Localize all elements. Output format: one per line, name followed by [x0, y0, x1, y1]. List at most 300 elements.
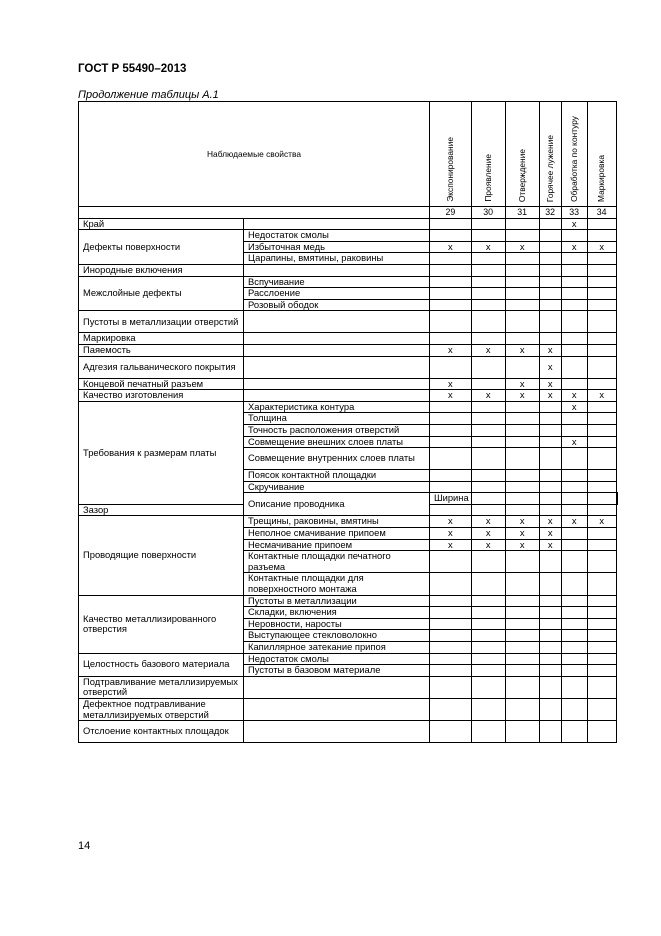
- mark-cell: x: [430, 378, 472, 390]
- property-group: Отслоение контактных площадок: [79, 721, 244, 743]
- mark-cell: [561, 230, 587, 242]
- property-group: Концевой печатный разъем: [79, 378, 244, 390]
- mark-cell: [561, 424, 587, 436]
- mark-cell: [561, 264, 587, 276]
- mark-cell: x: [587, 390, 616, 402]
- mark-cell: [471, 311, 505, 333]
- property-subitem: [244, 378, 430, 390]
- mark-cell: [539, 698, 561, 720]
- mark-cell: [587, 448, 616, 470]
- mark-cell: [471, 618, 505, 630]
- mark-cell: [587, 676, 616, 698]
- mark-cell: [561, 528, 587, 540]
- property-subitem: [244, 721, 430, 743]
- mark-cell: [471, 424, 505, 436]
- property-subitem: Поясок контактной площадки: [244, 470, 430, 482]
- mark-cell: [505, 470, 539, 482]
- mark-cell: [505, 642, 539, 654]
- column-header: [587, 102, 616, 207]
- mark-cell: x: [561, 401, 587, 413]
- mark-cell: [539, 721, 561, 743]
- property-subitem: Несмачивание припоем: [244, 539, 430, 551]
- mark-cell: [539, 448, 561, 470]
- mark-cell: [471, 218, 505, 230]
- property-subitem: Вспучивание: [244, 276, 430, 288]
- mark-cell: [471, 264, 505, 276]
- mark-cell: [539, 276, 561, 288]
- column-header: [561, 102, 587, 207]
- mark-cell: [430, 665, 472, 677]
- column-number-row: [79, 207, 618, 219]
- mark-cell: x: [430, 241, 472, 253]
- property-subitem: Совмещение внешних слоев платы: [244, 436, 430, 448]
- table-row: [79, 516, 618, 528]
- mark-cell: [430, 424, 472, 436]
- mark-cell: [505, 311, 539, 333]
- mark-cell: [587, 618, 616, 630]
- property-group: Край: [79, 218, 244, 230]
- mark-cell: [471, 299, 505, 311]
- mark-cell: [561, 448, 587, 470]
- mark-cell: [539, 253, 561, 265]
- mark-cell: [539, 333, 561, 345]
- mark-cell: x: [471, 539, 505, 551]
- mark-cell: [587, 493, 616, 505]
- property-subitem: Контактные площадки для поверхностного монтажа: [244, 573, 430, 595]
- mark-cell: [430, 607, 472, 619]
- mark-cell: [561, 676, 587, 698]
- mark-cell: [471, 448, 505, 470]
- document-title: ГОСТ Р 55490–2013: [78, 63, 187, 75]
- table-row: [79, 653, 618, 665]
- property-subitem: Пустоты в металлизации: [244, 595, 430, 607]
- column-name: Отверждение: [516, 148, 527, 202]
- mark-cell: x: [505, 378, 539, 390]
- property-subitem: Скручивание: [244, 481, 430, 493]
- mark-cell: [430, 276, 472, 288]
- mark-cell: [561, 595, 587, 607]
- property-subitem: Совмещение внутренних слоев платы: [244, 448, 430, 470]
- property-group: Межслойные дефекты: [79, 276, 244, 311]
- property-subitem: [244, 264, 430, 276]
- column-number: 34: [587, 207, 616, 219]
- mark-cell: [587, 401, 616, 413]
- mark-cell: [561, 470, 587, 482]
- mark-cell: [471, 436, 505, 448]
- mark-cell: [430, 448, 472, 470]
- mark-cell: [587, 539, 616, 551]
- mark-cell: [471, 595, 505, 607]
- mark-cell: [587, 481, 616, 493]
- mark-cell: [430, 299, 472, 311]
- mark-cell: [587, 665, 616, 677]
- mark-cell: [430, 595, 472, 607]
- mark-cell: [587, 230, 616, 242]
- mark-cell: [505, 230, 539, 242]
- property-subitem: [244, 333, 430, 345]
- mark-cell: [561, 721, 587, 743]
- mark-cell: [471, 276, 505, 288]
- mark-cell: x: [430, 516, 472, 528]
- mark-cell: [471, 665, 505, 677]
- mark-cell: [430, 311, 472, 333]
- mark-cell: [539, 595, 561, 607]
- mark-cell: [471, 676, 505, 698]
- mark-cell: [539, 230, 561, 242]
- property-subitem: Точность расположения отверстий: [244, 424, 430, 436]
- column-header: [471, 102, 505, 207]
- column-name: Горячее лужение: [544, 134, 555, 202]
- mark-cell: [505, 630, 539, 642]
- property-subitem: Неполное смачивание припоем: [244, 528, 430, 540]
- property-group: Инородные включения: [79, 264, 244, 276]
- mark-cell: [505, 401, 539, 413]
- mark-cell: x: [430, 390, 472, 402]
- property-subitem: [244, 390, 430, 402]
- mark-cell: [471, 413, 505, 425]
- mark-cell: [587, 218, 616, 230]
- mark-cell: x: [561, 516, 587, 528]
- mark-cell: [505, 721, 539, 743]
- mark-cell: [587, 436, 616, 448]
- table-body: [79, 102, 618, 743]
- mark-cell: [587, 504, 616, 516]
- mark-cell: [587, 299, 616, 311]
- mark-cell: [587, 573, 616, 595]
- property-subitem: Складки, включения: [244, 607, 430, 619]
- mark-cell: [505, 436, 539, 448]
- mark-cell: [561, 288, 587, 300]
- mark-cell: [561, 630, 587, 642]
- mark-cell: [539, 618, 561, 630]
- mark-cell: [539, 607, 561, 619]
- property-subitem: Недостаток смолы: [244, 230, 430, 242]
- table-row: [79, 276, 618, 288]
- mark-cell: x: [471, 516, 505, 528]
- mark-cell: [561, 378, 587, 390]
- mark-cell: x: [471, 344, 505, 356]
- property-subitem: Избыточная медь: [244, 241, 430, 253]
- mark-cell: [587, 607, 616, 619]
- mark-cell: [505, 253, 539, 265]
- property-subitem: Розовый ободок: [244, 299, 430, 311]
- column-number: 33: [561, 207, 587, 219]
- property-subitem: Расслоение: [244, 288, 430, 300]
- mark-cell: [587, 528, 616, 540]
- property-subitem: Контактные площадки печатного разъема: [244, 551, 430, 573]
- mark-cell: [430, 356, 472, 378]
- column-number: 30: [471, 207, 505, 219]
- property-subitem: Ширина: [430, 493, 472, 505]
- mark-cell: x: [505, 390, 539, 402]
- table-row: [79, 356, 618, 378]
- mark-cell: [561, 481, 587, 493]
- table-row: [79, 390, 618, 402]
- mark-cell: [561, 311, 587, 333]
- table-row: [79, 676, 618, 698]
- mark-cell: [430, 551, 472, 573]
- mark-cell: [587, 413, 616, 425]
- mark-cell: [430, 288, 472, 300]
- mark-cell: [430, 642, 472, 654]
- property-group: Дефектное подтравливание металлизируемых отверстий: [79, 698, 244, 720]
- mark-cell: x: [561, 241, 587, 253]
- mark-cell: x: [539, 528, 561, 540]
- mark-cell: [505, 448, 539, 470]
- mark-cell: x: [430, 528, 472, 540]
- mark-cell: [539, 401, 561, 413]
- mark-cell: [471, 642, 505, 654]
- table-row: [79, 333, 618, 345]
- mark-cell: [505, 413, 539, 425]
- mark-cell: [539, 642, 561, 654]
- property-group: Требования к размерам платы: [79, 401, 244, 504]
- property-group: Адгезия гальванического покрытия: [79, 356, 244, 378]
- mark-cell: [505, 493, 539, 505]
- mark-cell: [561, 618, 587, 630]
- mark-cell: [430, 573, 472, 595]
- mark-cell: [561, 493, 587, 505]
- property-subitem: [244, 698, 430, 720]
- mark-cell: [587, 288, 616, 300]
- mark-cell: [539, 481, 561, 493]
- mark-cell: [430, 401, 472, 413]
- mark-cell: [505, 218, 539, 230]
- mark-cell: [505, 676, 539, 698]
- mark-cell: [539, 551, 561, 573]
- mark-cell: [587, 551, 616, 573]
- mark-cell: [471, 253, 505, 265]
- mark-cell: [430, 630, 472, 642]
- column-header: [505, 102, 539, 207]
- mark-cell: [587, 253, 616, 265]
- mark-cell: [471, 288, 505, 300]
- mark-cell: [539, 470, 561, 482]
- mark-cell: [561, 551, 587, 573]
- mark-cell: x: [539, 516, 561, 528]
- mark-cell: [561, 356, 587, 378]
- mark-cell: [430, 413, 472, 425]
- mark-cell: [539, 630, 561, 642]
- mark-cell: [430, 698, 472, 720]
- column-name: Экспонирование: [445, 137, 456, 202]
- mark-cell: [587, 470, 616, 482]
- mark-cell: [539, 264, 561, 276]
- mark-cell: [505, 665, 539, 677]
- property-group: Подтравливание металлизируемых отверстий: [79, 676, 244, 698]
- mark-cell: [561, 504, 587, 516]
- mark-cell: [539, 241, 561, 253]
- mark-cell: [471, 630, 505, 642]
- mark-cell: [505, 698, 539, 720]
- table-row: [79, 264, 618, 276]
- mark-cell: [505, 595, 539, 607]
- mark-cell: [561, 698, 587, 720]
- mark-cell: x: [430, 539, 472, 551]
- mark-cell: x: [505, 528, 539, 540]
- mark-cell: [505, 551, 539, 573]
- mark-cell: [430, 264, 472, 276]
- mark-cell: [430, 333, 472, 345]
- mark-cell: x: [471, 241, 505, 253]
- mark-cell: [539, 424, 561, 436]
- column-name: Обработка по контуру: [568, 116, 579, 202]
- table-row: [79, 378, 618, 390]
- mark-cell: [471, 470, 505, 482]
- mark-cell: [430, 721, 472, 743]
- mark-cell: x: [587, 241, 616, 253]
- mark-cell: [471, 721, 505, 743]
- mark-cell: x: [539, 390, 561, 402]
- header-row: [79, 102, 618, 207]
- mark-cell: [505, 276, 539, 288]
- mark-cell: [430, 504, 472, 516]
- mark-cell: [539, 493, 561, 505]
- mark-cell: x: [505, 344, 539, 356]
- mark-cell: [561, 333, 587, 345]
- mark-cell: [471, 698, 505, 720]
- mark-cell: [505, 356, 539, 378]
- mark-cell: [430, 481, 472, 493]
- mark-cell: [561, 299, 587, 311]
- mark-cell: [430, 218, 472, 230]
- mark-cell: x: [561, 436, 587, 448]
- mark-cell: [561, 276, 587, 288]
- mark-cell: [587, 276, 616, 288]
- mark-cell: [561, 653, 587, 665]
- mark-cell: [430, 230, 472, 242]
- mark-cell: [561, 642, 587, 654]
- property-subitem: Трещины, раковины, вмятины: [244, 516, 430, 528]
- properties-table: [78, 101, 618, 743]
- mark-cell: [616, 493, 617, 505]
- column-number: 31: [505, 207, 539, 219]
- property-subitem: Характеристика контура: [244, 401, 430, 413]
- table-row: [79, 344, 618, 356]
- mark-cell: x: [561, 390, 587, 402]
- mark-cell: [561, 344, 587, 356]
- mark-cell: [505, 288, 539, 300]
- mark-cell: [539, 665, 561, 677]
- mark-cell: [539, 676, 561, 698]
- mark-cell: [587, 311, 616, 333]
- mark-cell: [505, 481, 539, 493]
- mark-cell: [561, 665, 587, 677]
- property-group: Качество изготовления: [79, 390, 244, 402]
- mark-cell: [587, 642, 616, 654]
- column-name: Проявление: [482, 154, 493, 202]
- property-subitem: Капиллярное затекание припоя: [244, 642, 430, 654]
- mark-cell: [471, 653, 505, 665]
- mark-cell: [505, 618, 539, 630]
- mark-cell: [505, 607, 539, 619]
- mark-cell: [587, 653, 616, 665]
- column-header: [430, 102, 472, 207]
- mark-cell: [505, 504, 539, 516]
- property-subitem: [244, 344, 430, 356]
- mark-cell: [587, 698, 616, 720]
- mark-cell: x: [587, 516, 616, 528]
- column-number: 29: [430, 207, 472, 219]
- property-subitem: Толщина: [244, 413, 430, 425]
- property-subitem: Выступающее стекловолокно: [244, 630, 430, 642]
- mark-cell: [561, 253, 587, 265]
- property-subitem: [244, 356, 430, 378]
- table-row: [79, 230, 618, 242]
- property-group: Описание проводника: [244, 493, 430, 516]
- property-subitem: Неровности, наросты: [244, 618, 430, 630]
- mark-cell: [471, 230, 505, 242]
- mark-cell: [471, 573, 505, 595]
- property-group: Проводящие поверхности: [79, 516, 244, 595]
- table-row: [79, 595, 618, 607]
- mark-cell: [505, 333, 539, 345]
- mark-cell: [587, 721, 616, 743]
- mark-cell: [587, 264, 616, 276]
- mark-cell: [539, 436, 561, 448]
- mark-cell: [505, 573, 539, 595]
- mark-cell: [505, 264, 539, 276]
- mark-cell: [471, 504, 505, 516]
- mark-cell: [471, 356, 505, 378]
- property-group: Пустоты в металлизации отверстий: [79, 311, 244, 333]
- property-group: Целостность базового материала: [79, 653, 244, 676]
- mark-cell: [539, 311, 561, 333]
- mark-cell: [505, 299, 539, 311]
- mark-cell: [471, 551, 505, 573]
- mark-cell: [430, 436, 472, 448]
- mark-cell: [561, 413, 587, 425]
- mark-cell: [505, 424, 539, 436]
- mark-cell: [505, 653, 539, 665]
- mark-cell: [539, 218, 561, 230]
- table-row: [79, 401, 618, 413]
- property-group: Качество металлизированного отверстия: [79, 595, 244, 653]
- mark-cell: [561, 573, 587, 595]
- table-caption: Продолжение таблицы А.1: [78, 89, 219, 101]
- property-subitem: [244, 311, 430, 333]
- mark-cell: [430, 253, 472, 265]
- mark-cell: [539, 504, 561, 516]
- property-subitem: Пустоты в базовом материале: [244, 665, 430, 677]
- mark-cell: [471, 378, 505, 390]
- mark-cell: [471, 481, 505, 493]
- mark-cell: [587, 344, 616, 356]
- mark-cell: x: [471, 390, 505, 402]
- mark-cell: [539, 288, 561, 300]
- table-row: [79, 721, 618, 743]
- mark-cell: x: [561, 218, 587, 230]
- mark-cell: [587, 424, 616, 436]
- property-subitem: Царапины, вмятины, раковины: [244, 253, 430, 265]
- property-subitem: [244, 218, 430, 230]
- mark-cell: [587, 595, 616, 607]
- table-row: [79, 218, 618, 230]
- mark-cell: [587, 630, 616, 642]
- page-number: 14: [78, 840, 91, 852]
- mark-cell: [430, 653, 472, 665]
- mark-cell: [561, 607, 587, 619]
- mark-cell: [430, 470, 472, 482]
- mark-cell: x: [539, 539, 561, 551]
- table-row: [79, 698, 618, 720]
- mark-cell: x: [471, 528, 505, 540]
- mark-cell: [539, 299, 561, 311]
- property-subitem: Недостаток смолы: [244, 653, 430, 665]
- mark-cell: [539, 653, 561, 665]
- column-name: Маркировка: [596, 155, 607, 202]
- mark-cell: [539, 413, 561, 425]
